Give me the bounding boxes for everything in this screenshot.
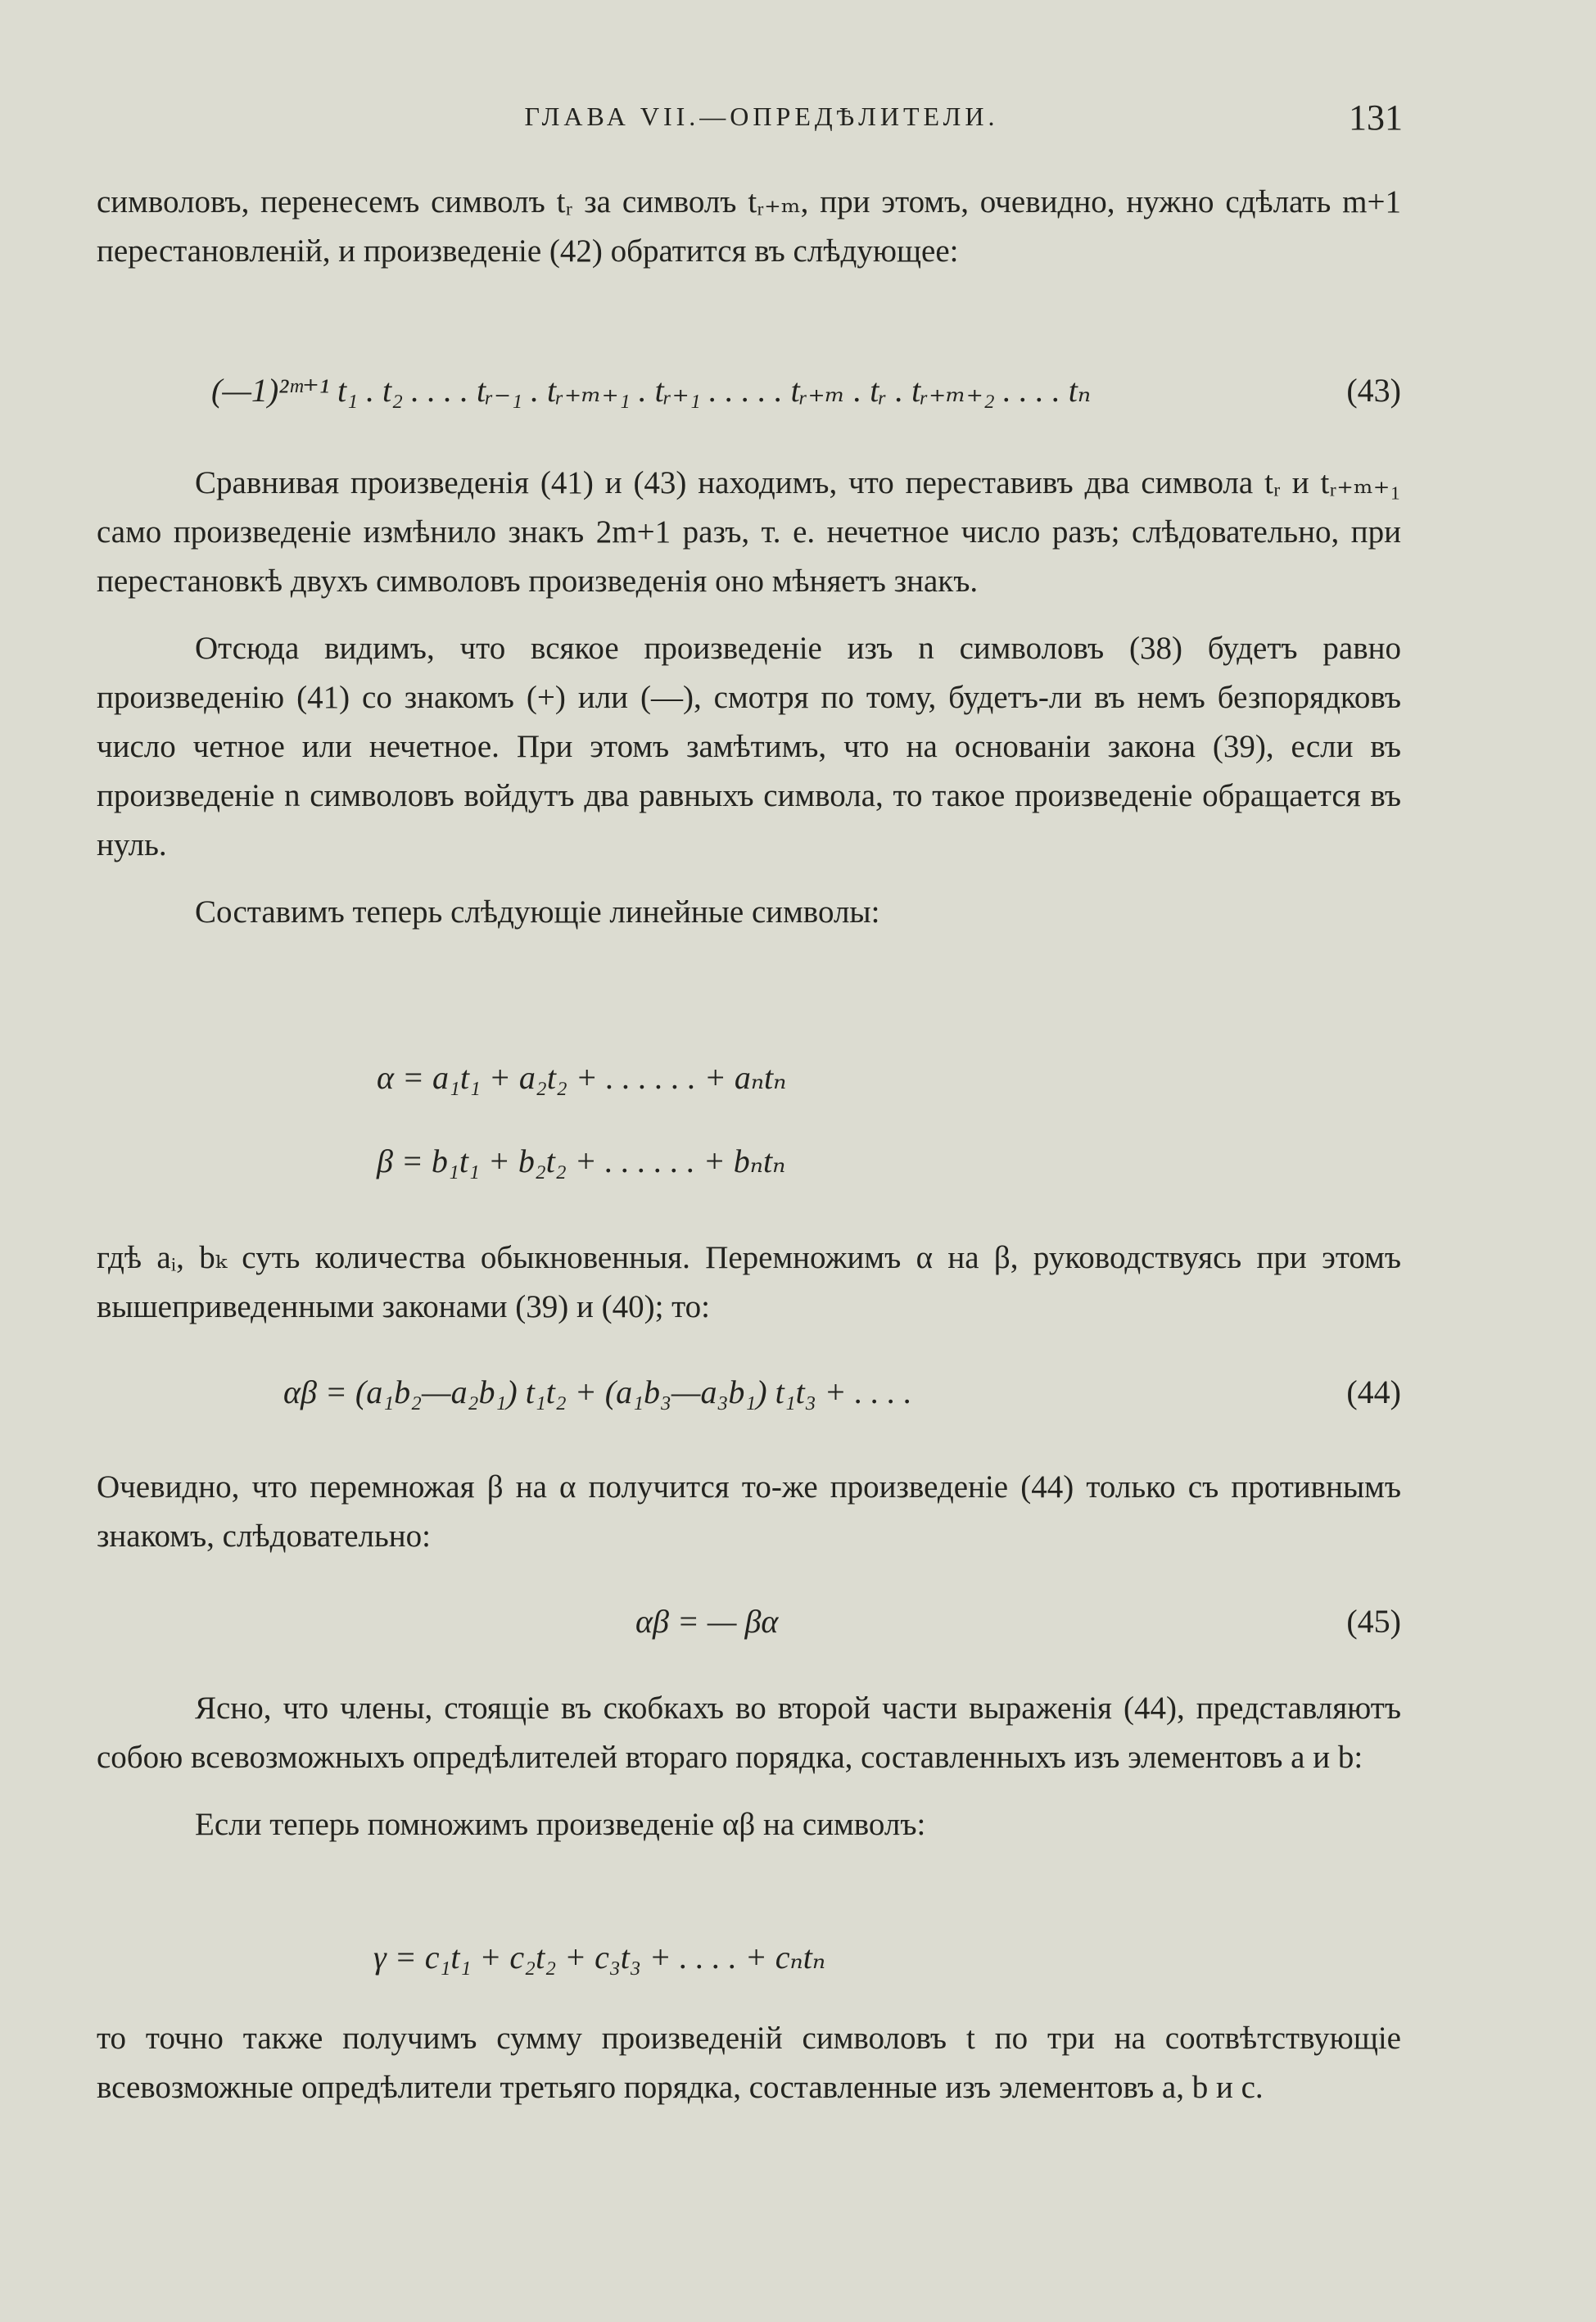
equation-gamma-expression: γ = c₁t₁ + c₂t₂ + c₃t₃ + . . . . + cₙtₙ (373, 1939, 826, 1976)
equation-44-number: (44) (1346, 1374, 1401, 1410)
equation-45-number: (45) (1346, 1603, 1401, 1640)
equation-gamma-row (97, 1933, 1401, 1982)
paragraph-3: Отсюда видимъ, что всякое произведеніе изъ n символовъ (38) будетъ равно произведенію (41) со знакомъ (+) или (—), смотря по тому, будетъ-ли въ немъ безпорядковъ число четное или нечетное. При этомъ замѣтимъ, что на основаніи закона (39), если въ произведеніе n символовъ войдутъ два равныхъ символа, то такое произведеніе обращается въ нуль. (97, 631, 1401, 862)
body-text-bottom (97, 2014, 1401, 2112)
equation-45-row (97, 1597, 1401, 1646)
equation-alpha (97, 1053, 1401, 1102)
equation-alpha-expression: α = a₁t₁ + a₂t₂ + . . . . . . + aₙtₙ (377, 1059, 787, 1096)
equation-43-number: (43) (1346, 372, 1401, 409)
equation-beta-expression: β = b₁t₁ + b₂t₂ + . . . . . . + bₙtₙ (377, 1143, 786, 1179)
paragraph-2: Сравнивая произведенія (41) и (43) находимъ, что переставивъ два символа tᵣ и tᵣ₊ₘ₊₁ само произведеніе измѣнило знакъ 2m+1 разъ, т. е. нечетное число разъ; слѣдовательно, при перестановкѣ двухъ символовъ произведенія оно мѣняетъ знакъ. (97, 465, 1401, 599)
paragraph-6: Очевидно, что перемножая β на α получится то-же произведеніе (44) только съ противнымъ знакомъ, слѣдовательно: (97, 1469, 1401, 1554)
equation-45 (97, 1597, 1401, 1646)
paragraph-7: Ясно, что члены, стоящіе въ скобкахъ во второй части выраженія (44), представляютъ собою всевозможныхъ опредѣлителей втораго порядка, составленныхъ изъ элементовъ a и b: (97, 1691, 1401, 1775)
equation-43-row (97, 366, 1401, 415)
equation-44 (97, 1368, 1401, 1417)
body-text-after-44 (97, 1463, 1401, 1561)
equation-beta-row (97, 1137, 1401, 1186)
page-header (0, 97, 1596, 146)
equation-44-expression: αβ = (a₁b₂—a₂b₁) t₁t₂ + (a₁b₃—a₃b₁) t₁t₃ + . . . . (283, 1374, 912, 1410)
body-text-middle (97, 459, 1401, 937)
paragraph-4: Составимъ теперь слѣдующіе линейные символы: (195, 894, 880, 930)
body-text-top (97, 178, 1401, 276)
running-title: ГЛАВА VII.—ОПРЕДѢЛИТЕЛИ. (524, 102, 999, 131)
paragraph-9: то точно также получимъ сумму произведеній символовъ t по три на соотвѣтствующіе всевозможные опредѣлители третьяго порядка, составленные изъ элементовъ a, b и c. (97, 2021, 1401, 2105)
equation-alpha-row (97, 1053, 1401, 1102)
equation-44-row (97, 1368, 1401, 1417)
paragraph-5: гдѣ aᵢ, bₖ суть количества обыкновенныя. Перемножимъ α на β, руководствуясь при этомъ вышеприведенными законами (39) и (40); то: (97, 1240, 1401, 1324)
equation-43-expression: (—1)²ᵐ⁺¹ t₁ . t₂ . . . . tᵣ₋₁ . tᵣ₊ₘ₊₁ . tᵣ₊₁ . . . . . tᵣ₊ₘ . tᵣ . tᵣ₊ₘ₊₂ . . . . tₙ (211, 372, 1092, 409)
body-text-lower (97, 1233, 1401, 1332)
equation-gamma (97, 1933, 1401, 1982)
page-number: 131 (1349, 97, 1403, 138)
equation-45-expression: αβ = — βα (635, 1603, 779, 1640)
equation-beta (97, 1137, 1401, 1186)
paragraph-1: символовъ, перенесемъ символъ tᵣ за символъ tᵣ₊ₘ, при этомъ, очевидно, нужно сдѣлать m+1 перестановленій, и произведеніе (42) обратится въ слѣдующее: (97, 184, 1401, 269)
paragraph-8: Если теперь помножимъ произведеніе αβ на символъ: (195, 1807, 926, 1842)
body-text-after-45 (97, 1684, 1401, 1849)
equation-43 (97, 366, 1401, 415)
